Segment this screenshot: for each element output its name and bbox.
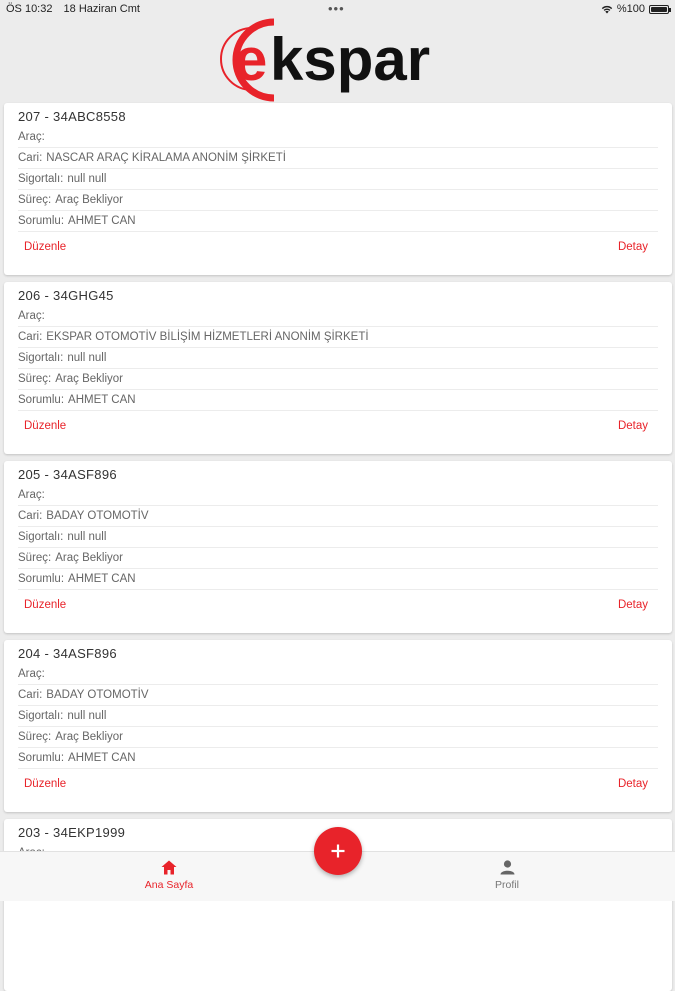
- tab-profile[interactable]: [447, 860, 567, 891]
- add-button[interactable]: [314, 827, 362, 875]
- work-order-card[interactable]: [4, 103, 672, 275]
- work-order-card[interactable]: [4, 640, 672, 812]
- card-title: 205 - 34ASF896: [18, 467, 117, 482]
- wifi-icon: [601, 5, 613, 14]
- work-order-card[interactable]: [4, 282, 672, 454]
- plus-icon: [331, 844, 345, 858]
- field-sorumlu: Sorumlu: AHMET CAN: [18, 748, 658, 769]
- field-sorumlu: Sorumlu: AHMET CAN: [18, 569, 658, 590]
- work-order-list[interactable]: [4, 103, 672, 851]
- field-arac: Araç:: [18, 306, 658, 327]
- home-icon: [161, 860, 177, 875]
- multitasking-dots-icon[interactable]: •••: [328, 1, 345, 16]
- card-title: 207 - 34ABC8558: [18, 109, 126, 124]
- field-sorumlu: Sorumlu: AHMET CAN: [18, 390, 658, 411]
- field-sigortali: Sigortalı: null null: [18, 706, 658, 727]
- field-cari: Cari: NASCAR ARAÇ KİRALAMA ANONİM ŞİRKETİ: [18, 148, 658, 169]
- edit-button[interactable]: Düzenle: [24, 241, 67, 253]
- battery-percent: %100: [616, 3, 645, 15]
- detail-button[interactable]: Detay: [617, 241, 648, 253]
- field-sigortali: Sigortalı: null null: [18, 348, 658, 369]
- field-surec: Süreç: Araç Bekliyor: [18, 369, 658, 390]
- work-order-card[interactable]: [4, 461, 672, 633]
- tab-home[interactable]: [109, 860, 229, 891]
- svg-text:e: e: [234, 26, 268, 93]
- status-time: ÖS 10:32: [6, 3, 53, 15]
- edit-button[interactable]: Düzenle: [24, 778, 67, 790]
- detail-button[interactable]: Detay: [617, 778, 648, 790]
- card-title: 204 - 34ASF896: [18, 646, 117, 661]
- status-left: [6, 3, 148, 15]
- field-arac: Araç:: [18, 127, 658, 148]
- card-title: 206 - 34GHG45: [18, 288, 114, 303]
- edit-button[interactable]: Düzenle: [24, 599, 67, 611]
- field-surec: Süreç: Araç Bekliyor: [18, 190, 658, 211]
- card-title: 203 - 34EKP1999: [18, 825, 126, 840]
- field-cari: Cari: BADAY OTOMOTİV: [18, 506, 658, 527]
- field-sigortali: Sigortalı: null null: [18, 527, 658, 548]
- ekspar-logo: [212, 14, 466, 102]
- battery-icon: [649, 5, 669, 14]
- field-surec: Süreç: Araç Bekliyor: [18, 548, 658, 569]
- edit-button[interactable]: Düzenle: [24, 420, 67, 432]
- svg-text:kspar: kspar: [270, 26, 431, 93]
- status-right: [601, 3, 669, 15]
- person-icon: [500, 860, 515, 875]
- field-surec: Süreç: Araç Bekliyor: [18, 727, 658, 748]
- field-sigortali: Sigortalı: null null: [18, 169, 658, 190]
- field-arac: Araç:: [18, 664, 658, 685]
- tab-home-label: Ana Sayfa: [144, 879, 194, 891]
- field-cari: Cari: EKSPAR OTOMOTİV BİLİŞİM HİZMETLERİ ANONİM ŞİRKETİ: [18, 327, 658, 348]
- status-date: 18 Haziran Cmt: [63, 3, 140, 15]
- field-cari: Cari: BADAY OTOMOTİV: [18, 685, 658, 706]
- field-sorumlu: Sorumlu: AHMET CAN: [18, 211, 658, 232]
- tab-profile-label: Profil: [495, 879, 519, 891]
- detail-button[interactable]: Detay: [617, 420, 648, 432]
- detail-button[interactable]: Detay: [617, 599, 648, 611]
- field-arac: Araç:: [18, 485, 658, 506]
